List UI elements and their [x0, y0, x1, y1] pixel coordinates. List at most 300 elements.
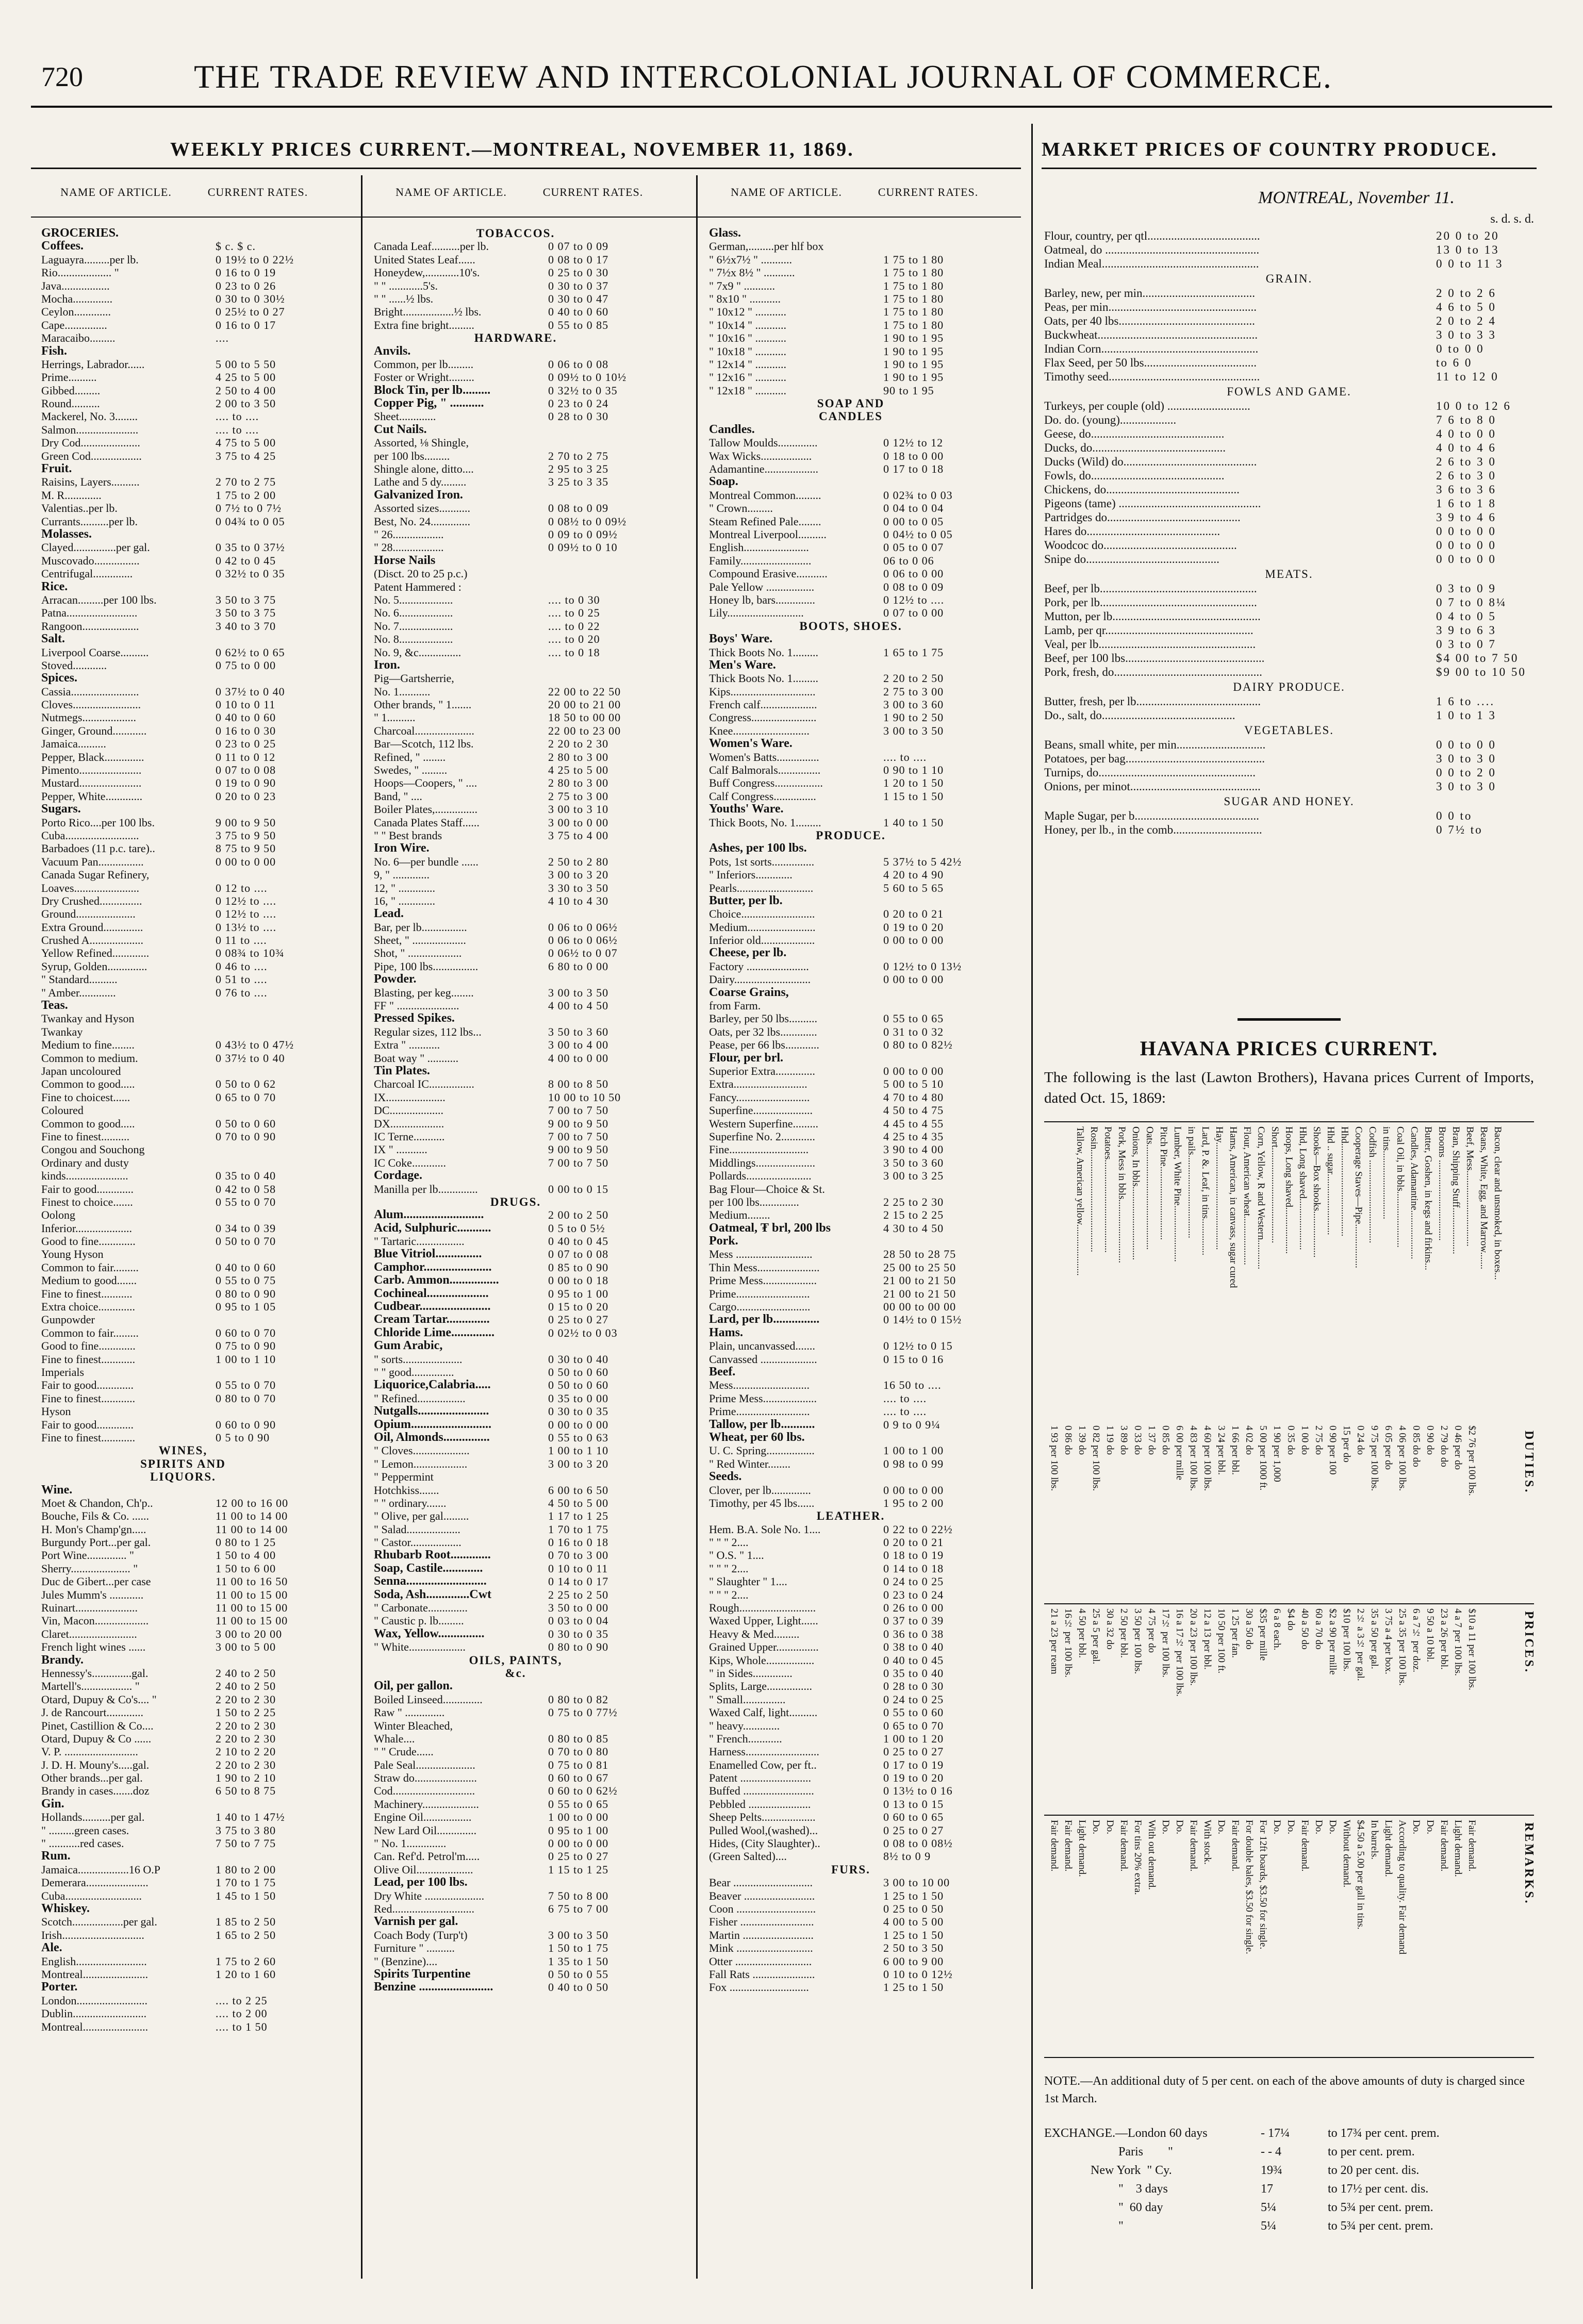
article-name: Superior Extra.............. — [709, 1065, 815, 1077]
price-row — [709, 776, 993, 789]
article-name: Prime Mess................... — [709, 1391, 817, 1405]
article-name: " Cloves.................... — [374, 1444, 470, 1457]
country-subheading: FOWLS AND GAME. — [1227, 385, 1351, 398]
price-row — [41, 1143, 325, 1156]
price-row — [374, 1863, 657, 1876]
country-row — [1044, 624, 1534, 638]
price-row — [41, 816, 325, 829]
article-rate — [879, 227, 993, 240]
price-row — [374, 1771, 657, 1784]
price-row — [709, 554, 993, 567]
price-row — [374, 986, 657, 999]
havana-duty: 3 24 per bbl. — [1216, 1425, 1227, 1475]
article-name: Furniture " .......... — [374, 1941, 455, 1955]
price-row — [709, 1261, 993, 1274]
article-name: Montreal....................... — [41, 1967, 149, 1981]
country-item: Geese, do............................................. — [1044, 427, 1225, 440]
article-name: English......................... — [41, 1954, 147, 1968]
article-name: " Salad................... — [374, 1522, 460, 1536]
category-row — [374, 1628, 657, 1640]
category-row — [374, 659, 657, 672]
category-row — [374, 1981, 657, 1994]
havana-price: 30 a 50 do — [1244, 1608, 1255, 1650]
article-name: " 10x14 " ........... — [709, 318, 786, 331]
article-rate: 1 25 to 1 50 — [883, 1889, 944, 1902]
article-name: Raw " .............. — [374, 1706, 445, 1719]
article-rate — [211, 1313, 325, 1326]
article-name: Candles. — [709, 423, 755, 436]
article-name: Common to fair......... — [41, 1326, 139, 1339]
article-rate: 1 15 to 1 50 — [883, 789, 944, 803]
article-rate: 0 30 to 0 40 — [548, 1352, 609, 1366]
article-name: Inferior old................... — [709, 934, 815, 947]
price-row — [374, 1614, 657, 1627]
price-row — [41, 515, 325, 528]
article-rate: 0 08¾ to 10¾ — [216, 947, 285, 960]
article-rate: 0 31 to 0 32 — [883, 1025, 944, 1038]
exchange-rate-from: 19¾ — [1261, 2164, 1282, 2177]
article-rate: 25 00 to 25 50 — [883, 1260, 957, 1274]
article-name: Cut Nails. — [374, 423, 427, 436]
country-row — [1044, 809, 1534, 823]
country-subheading: DAIRY PRODUCE. — [1233, 680, 1345, 693]
article-rate: 1 50 to 1 75 — [548, 1941, 609, 1955]
exchange-rate-to: to 17¾ per cent. prem. — [1328, 2127, 1440, 2140]
article-name: Fine to choicest...... — [41, 1090, 130, 1104]
havana-price: 2½ a 3½ per gal. — [1355, 1608, 1366, 1681]
article-rate: 0 06 to 0 00 — [883, 567, 944, 580]
price-row — [374, 305, 657, 318]
article-name: " 7x9 " ........... — [709, 279, 775, 292]
article-name: " French............ — [709, 1732, 782, 1745]
article-name: Raisins, Layers.......... — [41, 475, 140, 489]
category-row — [709, 1235, 993, 1248]
price-row — [709, 1169, 993, 1182]
price-row — [374, 868, 657, 881]
article-rate: 1 65 to 1 75 — [883, 645, 944, 659]
article-name: U. C. Spring................. — [709, 1444, 815, 1457]
article-name: Foster or Wright......... — [374, 371, 474, 384]
price-row — [41, 384, 325, 397]
article-name: Pearls........................... — [709, 881, 814, 894]
article-rate — [544, 1915, 657, 1928]
category-row — [374, 1012, 657, 1025]
article-name: Can. Ref'd. Petrol'm..... — [374, 1850, 480, 1863]
havana-price: 2 50 per bbl. — [1118, 1608, 1129, 1658]
price-row — [41, 1693, 325, 1706]
havana-article: Hhd, Long shaved..................... — [1297, 1126, 1308, 1250]
article-rate: 0 30 to 0 47 — [548, 292, 609, 305]
country-row — [1044, 413, 1534, 427]
article-rate: 2 20 to 2 30 — [548, 737, 609, 751]
article-name: Western Superfine......... — [709, 1117, 819, 1130]
price-row — [41, 921, 325, 934]
article-name: Salmon...................... — [41, 423, 139, 436]
havana-remark: With out demand. — [1146, 1820, 1157, 1890]
article-rate: 4 00 to 0 00 — [548, 1051, 609, 1065]
price-row — [709, 462, 993, 475]
havana-duty: 1 66 per bbl. — [1230, 1425, 1241, 1475]
country-row — [1044, 511, 1534, 525]
price-row — [41, 1077, 325, 1090]
article-rate: 0 00 to 0 15 — [548, 1182, 609, 1196]
article-name: Glass. — [709, 227, 741, 240]
article-name: Horse Nails — [374, 554, 436, 567]
article-rate: 0 95 to 1 00 — [548, 1823, 609, 1837]
article-rate: 3 00 to 3 25 — [883, 1169, 944, 1183]
article-name: Vin, Macon................... — [41, 1614, 149, 1628]
price-row — [41, 410, 325, 423]
article-name: Mink ........................... — [709, 1941, 813, 1955]
country-row — [1044, 709, 1534, 723]
article-rate: 0 16 to 0 19 — [216, 266, 276, 279]
havana-remarks-header: REMARKS. — [1522, 1822, 1536, 1905]
country-row — [1044, 666, 1534, 679]
article-rate: 1 80 to 2 00 — [216, 1863, 276, 1876]
havana-article: Flour, American wheat.................... — [1242, 1126, 1252, 1265]
page-number: 720 — [41, 61, 83, 92]
article-name: Sheet, " ................... — [374, 934, 466, 947]
price-row — [709, 1536, 993, 1549]
article-rate: 0 08 to 0 09 — [883, 580, 944, 593]
price-row — [709, 1392, 993, 1405]
article-name: Arracan.........per 100 lbs. — [41, 593, 157, 606]
exchange-place: " — [1044, 2219, 1124, 2233]
article-name: Green Cod.................. — [41, 449, 142, 462]
article-rate: 4 75 to 5 00 — [216, 436, 276, 450]
article-name: Butter, per lb. — [709, 894, 783, 907]
article-name: Nutgalls....................... — [374, 1405, 489, 1418]
article-rate: 0 23 to 0 24 — [548, 397, 609, 410]
article-name: Java................. — [41, 279, 110, 292]
article-rate: 6 75 to 7 00 — [548, 1902, 609, 1915]
country-price: 0 0 to 0 0 — [1436, 539, 1496, 552]
article-name: French calf.................... — [709, 698, 817, 711]
article-rate — [544, 436, 657, 449]
article-name: Splits, Large................ — [709, 1680, 813, 1693]
exchange-rate-to: to 5¾ per cent. prem. — [1328, 2219, 1433, 2233]
article-name: Hem. B.A. Sole No. 1.... — [709, 1522, 821, 1536]
article-rate: 1 90 to 2 50 — [883, 711, 944, 724]
article-name: Pipe, 100 lbs................ — [374, 959, 479, 973]
article-name: No. 9, &c............... — [374, 645, 461, 659]
article-name: Youths' Ware. — [709, 803, 784, 816]
article-rate: $ c. $ c. — [216, 240, 256, 253]
article-name: Wheat, per 60 lbs. — [709, 1431, 805, 1444]
category-row — [709, 1222, 993, 1235]
havana-table — [1044, 1121, 1534, 2060]
article-rate: 0 80 to 0 82 — [548, 1692, 609, 1706]
country-item: Beef, per 100 lbs............................................... — [1044, 652, 1265, 665]
article-name: Family......................... — [709, 554, 812, 567]
havana-price: 16 a 17½ per 100 lbs. — [1174, 1608, 1185, 1697]
article-rate: 0 02¾ to 0 03 — [883, 488, 953, 502]
article-rate: 4 25 to 5 00 — [216, 371, 276, 384]
country-price: 0 3 to 0 9 — [1436, 582, 1496, 595]
category-row — [41, 1941, 325, 1954]
article-name: Young Hyson — [41, 1248, 104, 1261]
article-name: Adamantine................... — [709, 462, 819, 476]
country-price: 2 0 to 2 6 — [1436, 287, 1496, 300]
article-name: Lead. — [374, 907, 404, 921]
category-row — [374, 384, 657, 397]
article-name: No. 7................... — [374, 619, 453, 633]
price-row — [709, 1208, 993, 1221]
price-row — [41, 1771, 325, 1784]
article-name: Pinet, Castillion & Co.... — [41, 1719, 154, 1732]
article-rate: 1 75 to 1 80 — [883, 279, 944, 292]
country-row — [1044, 780, 1534, 794]
country-price: 0 0 to 0 0 — [1436, 525, 1496, 538]
price-row — [709, 646, 993, 659]
havana-remark: For tins 20% extra. — [1132, 1820, 1143, 1895]
country-price: 0 7½ to — [1436, 823, 1483, 836]
price-row — [709, 1941, 993, 1954]
havana-table-bottom-rule — [1044, 2057, 1534, 2058]
article-name: Otard, Dupuy & Co ...... — [41, 1732, 152, 1745]
havana-remark: Fair demand. — [1466, 1820, 1477, 1872]
price-row — [709, 1640, 993, 1653]
price-row — [374, 1693, 657, 1706]
article-name: Iron Wire. — [374, 842, 430, 855]
article-rate: 0 00 to 0 05 — [883, 514, 944, 528]
article-rate: 0 90 to 1 10 — [883, 763, 944, 777]
category-row — [41, 1484, 325, 1497]
price-row — [374, 1784, 657, 1797]
category-row — [374, 1065, 657, 1077]
price-row — [374, 1798, 657, 1811]
price-row — [41, 1667, 325, 1680]
article-name: Canada Plates Staff...... — [374, 816, 480, 829]
price-row — [41, 397, 325, 410]
article-rate: 3 00 to 20 00 — [216, 1627, 283, 1640]
category-row — [41, 1798, 325, 1811]
article-name: Factory ...................... — [709, 959, 809, 973]
article-name: Grained Upper............... — [709, 1640, 819, 1654]
article-rate: 1 85 to 2 50 — [216, 1915, 276, 1929]
article-rate: 0 60 to 0 65 — [883, 1811, 944, 1824]
price-row — [709, 1379, 993, 1391]
country-price: 1 0 to 1 3 — [1436, 709, 1496, 722]
article-name: &c. — [505, 1666, 526, 1680]
country-row — [1044, 582, 1534, 596]
article-name: Tin Plates. — [374, 1065, 430, 1077]
article-name: Bouche, Fils & Co. ...... — [41, 1509, 150, 1523]
article-name: Tallow, per lb........... — [709, 1418, 815, 1431]
havana-prices-block — [1044, 1608, 1508, 1810]
havana-mid-rule-1 — [1044, 1603, 1534, 1604]
article-rate: 3 00 to 5 00 — [216, 1640, 276, 1654]
price-row — [709, 751, 993, 763]
article-rate: 5 37½ to 5 42½ — [883, 855, 962, 868]
havana-price: $10 a 11 per 100 lbs. — [1466, 1608, 1477, 1690]
article-name: " " ............5's. — [374, 279, 438, 292]
article-name: Demerara...................... — [41, 1876, 149, 1889]
article-name: " 1.......... — [374, 711, 416, 724]
price-row — [374, 960, 657, 973]
article-name: " " " 2.... — [709, 1562, 749, 1575]
article-name: Pimento...................... — [41, 763, 142, 777]
exchange-row — [1044, 2143, 1534, 2161]
article-rate: 3 50 to 3 75 — [216, 593, 276, 606]
price-row — [709, 1353, 993, 1366]
article-rate: 0 60 to 0 70 — [216, 1326, 276, 1339]
country-row — [1044, 301, 1534, 314]
price-row — [41, 986, 325, 999]
price-row — [709, 489, 993, 502]
havana-remark: Light demand. — [1453, 1820, 1463, 1877]
article-rate: 3 00 to 0 00 — [548, 816, 609, 829]
article-name: Manilla per lb.............. — [374, 1182, 478, 1196]
country-item: Oats, per 40 lbs.............................................. — [1044, 314, 1255, 327]
price-row — [709, 1850, 993, 1863]
article-name: Thick Boots No. 1......... — [709, 645, 819, 659]
category-row — [709, 475, 993, 488]
category-row — [709, 633, 993, 645]
price-row — [374, 1850, 657, 1863]
price-row — [41, 292, 325, 305]
havana-article: Bran, Shipping Stuff................... — [1450, 1126, 1461, 1254]
article-rate: 1 90 to 1 95 — [883, 371, 944, 384]
country-item: Woodcoc do............................................. — [1044, 539, 1237, 552]
article-name: Fine to finest............ — [41, 1352, 136, 1366]
country-row — [1044, 455, 1534, 469]
havana-article: Hhd .. sugar......................... — [1325, 1126, 1336, 1235]
country-row — [1044, 638, 1534, 652]
weekly-prices-title: WEEKLY PRICES CURRENT.—MONTREAL, NOVEMBER 11, 1869. — [170, 139, 854, 160]
article-name: Ceylon............. — [41, 305, 111, 319]
country-price: 1 6 to .... — [1436, 695, 1495, 708]
article-rate: 3 75 to 3 80 — [216, 1823, 276, 1837]
article-name: GROCERIES. — [41, 227, 119, 240]
article-name: Medium to good....... — [41, 1274, 137, 1287]
article-name: Coloured — [41, 1104, 84, 1117]
price-row — [41, 1261, 325, 1274]
category-row — [709, 1052, 993, 1065]
exchange-place: EXCHANGE.—London 60 days — [1044, 2127, 1208, 2140]
havana-article: Candles, Adamantine.................... — [1409, 1126, 1420, 1259]
article-name: " Peppermint — [374, 1470, 434, 1484]
article-name: Canada Sugar Refinery, — [41, 868, 150, 882]
havana-remark: Light demand. — [1077, 1820, 1087, 1877]
article-name: Cheese, per lb. — [709, 947, 787, 960]
price-row — [709, 1405, 993, 1418]
price-row — [41, 253, 325, 266]
category-row — [374, 1313, 657, 1326]
price-row — [374, 541, 657, 554]
price-row — [41, 1353, 325, 1366]
exchange-row — [1044, 2217, 1534, 2235]
article-rate: 4 00 to 5 00 — [883, 1915, 944, 1929]
price-row — [41, 1418, 325, 1431]
article-rate: 28 50 to 28 75 — [883, 1248, 957, 1261]
article-rate: 0 35 to 0 40 — [883, 1666, 944, 1680]
article-name: IX..................... — [374, 1090, 446, 1104]
section-heading — [709, 1863, 993, 1876]
country-produce-list — [1044, 229, 1534, 837]
havana-articles-block — [1044, 1126, 1534, 1415]
exchange-rate-from: 5¼ — [1261, 2219, 1276, 2233]
country-subheading: VEGETABLES. — [1244, 724, 1334, 737]
article-rate: 00 00 to 00 00 — [883, 1300, 957, 1314]
price-row — [374, 894, 657, 907]
article-name: Muscovado................ — [41, 554, 140, 567]
article-name: Soap, Castile............. — [374, 1562, 483, 1575]
price-row — [41, 855, 325, 868]
price-row — [374, 1353, 657, 1366]
price-row — [709, 868, 993, 881]
price-row — [41, 1104, 325, 1117]
havana-remark: Fair demand. — [1230, 1820, 1241, 1872]
havana-price: 6 a 7½ per doz. — [1411, 1608, 1422, 1672]
article-name: Other brands, " 1....... — [374, 698, 472, 711]
article-name: Boiler Plates,............... — [374, 803, 478, 816]
havana-remark: Without demand. — [1341, 1820, 1352, 1888]
article-name: Gin. — [41, 1797, 64, 1811]
price-row — [374, 1955, 657, 1968]
country-item: Hares do............................................. — [1044, 525, 1221, 538]
price-row — [374, 882, 657, 894]
article-name: Mess ........................... — [709, 1248, 813, 1261]
article-rate: 2 20 to 2 30 — [216, 1692, 276, 1706]
price-row — [374, 1719, 657, 1732]
article-rate: 0 30 to 0 35 — [548, 1627, 609, 1640]
article-name: Round.......... — [41, 397, 100, 410]
havana-remark: Do. — [1327, 1820, 1338, 1834]
country-price: 0 4 to 0 5 — [1436, 610, 1496, 623]
article-rate — [544, 489, 657, 502]
category-row — [41, 240, 325, 253]
country-item: Flax Seed, per 50 lbs...................................... — [1044, 356, 1257, 369]
category-row — [709, 423, 993, 436]
price-row — [374, 502, 657, 514]
price-row — [374, 410, 657, 423]
havana-article: Hoops, Long shaved................... — [1283, 1126, 1294, 1254]
country-price: 4 6 to 5 0 — [1436, 301, 1496, 313]
article-rate — [544, 1876, 657, 1889]
article-rate: .... to 0 25 — [548, 606, 600, 620]
article-rate: 0 65 to 0 70 — [883, 1719, 944, 1732]
article-rate: 0 07 to 0 08 — [216, 763, 276, 777]
article-name: Porter. — [41, 1981, 78, 1994]
article-name: Fair to good............. — [41, 1182, 134, 1196]
price-row — [41, 1130, 325, 1143]
article-rate: 0 23 to 0 24 — [883, 1588, 944, 1601]
category-row — [374, 1431, 657, 1444]
price-row — [709, 502, 993, 514]
price-row — [41, 1313, 325, 1326]
article-name: " Slaughter " 1.... — [709, 1575, 787, 1588]
category-row — [374, 1379, 657, 1391]
section-heading — [374, 1196, 657, 1208]
price-row — [374, 803, 657, 816]
article-name: Sheep Pelts................... — [709, 1811, 816, 1824]
article-rate: 4 70 to 4 80 — [883, 1090, 944, 1104]
article-rate: 0 18 to 0 19 — [883, 1549, 944, 1562]
havana-price: 3 50 per 100 lbs. — [1132, 1608, 1143, 1674]
price-row — [41, 554, 325, 567]
havana-duty: 1 39 do — [1077, 1425, 1087, 1455]
section-heading — [374, 1667, 657, 1680]
article-rate: 0 55 to 0 85 — [548, 318, 609, 331]
article-name: Women's Batts............... — [709, 750, 819, 763]
article-rate: 0 25 to 0 27 — [883, 1823, 944, 1837]
article-rate: 1 50 to 6 00 — [216, 1562, 276, 1575]
article-rate: 0 00 to 0 00 — [548, 1837, 609, 1850]
price-row — [41, 1876, 325, 1889]
article-name: Nutmegs................... — [41, 711, 136, 724]
article-name: " 7½x 8½ " ........... — [709, 266, 795, 279]
